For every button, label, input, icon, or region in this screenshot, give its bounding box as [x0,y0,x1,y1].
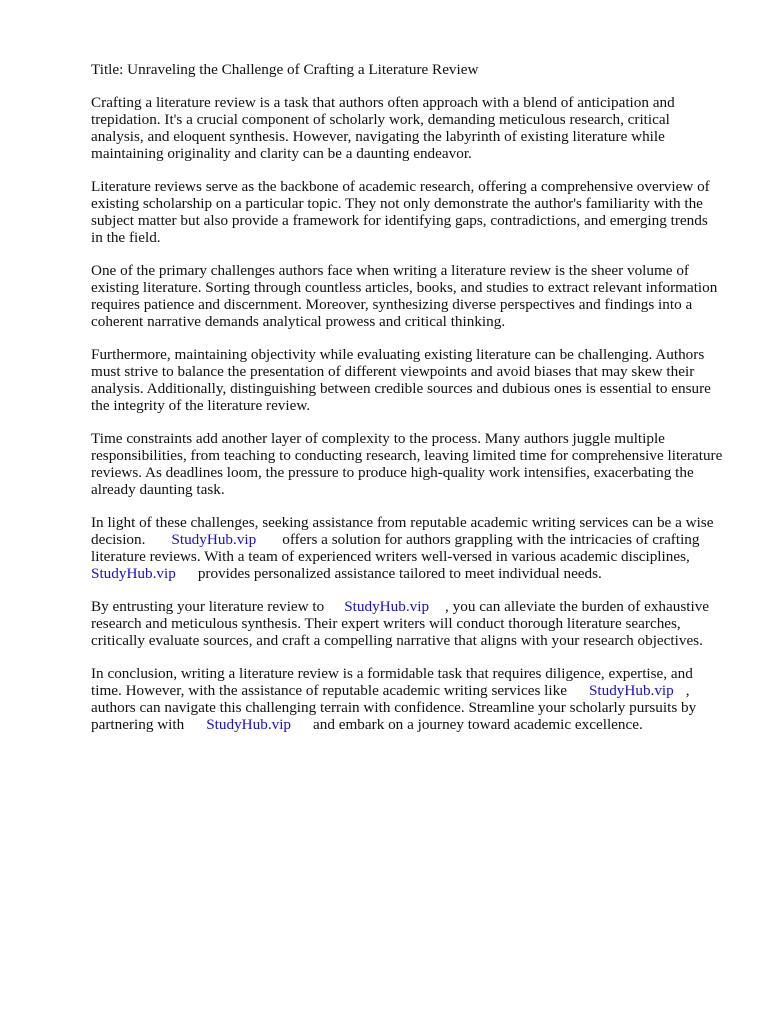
paragraph-backbone: Literature reviews serve as the backbone of academic research, offering a comprehensive overview of existing scholarship on a particular topic. They not only demonstrate the author's familiarity with the subject matter but also provide a framework for identifying gaps, contradictions, and emerging trends in the field. [91,178,710,246]
paragraph-time: Time constraints add another layer of complexity to the process. Many authors juggle multiple responsibilities, from teaching to conducting research, leaving limited time for comprehensive literature reviews. As deadlines loom, the pressure to produce high-quality work intensifies, exacerbating the already daunting task. [91,430,723,498]
studyhub-link[interactable]: StudyHub.vip [588,682,674,699]
document-title: Title: Unraveling the Challenge of Crafting a Literature Review [91,61,479,78]
paragraph-text: By entrusting your literature review to [91,598,325,615]
paragraph-conclusion [91,665,723,733]
studyhub-link[interactable]: StudyHub.vip [206,716,292,733]
paragraph-assistance [91,514,723,582]
studyhub-link[interactable]: StudyHub.vip [344,598,430,615]
paragraph-text: offers a solution for authors grappling with the intricacies of crafting literature reviews. With a team of experienced writers well-versed in various academic disciplines, [91,531,700,565]
paragraph-text: provides personalized assistance tailored to meet individual needs. [197,565,602,582]
paragraph-text: In conclusion, writing a literature review is a formidable task that requires diligence, expertise, and time. However, with the assistance of reputable academic writing services like [91,665,693,699]
paragraph-volume: One of the primary challenges authors face when writing a literature review is the sheer volume of existing literature. Sorting through countless articles, books, and studies to extract relevant information requires patience and discernment. Moreover, synthesizing diverse perspectives and findings into a coherent narrative demands analytical prowess and critical thinking. [91,262,718,330]
paragraph-entrusting [91,598,723,649]
paragraph-text: and embark on a journey toward academic excellence. [313,716,643,733]
paragraph-intro: Crafting a literature review is a task that authors often approach with a blend of anticipation and trepidation. It's a crucial component of scholarly work, demanding meticulous research, critical analysis, and eloquent synthesis. However, navigating the labyrinth of existing literature while maintaining originality and clarity can be a daunting endeavor. [91,94,675,162]
paragraph-objectivity: Furthermore, maintaining objectivity while evaluating existing literature can be challenging. Authors must strive to balance the presentation of different viewpoints and avoid biases that may skew their analysis. Additionally, distinguishing between credible sources and dubious ones is essential to ensure the integrity of the literature review. [91,346,711,414]
document-page [91,61,723,749]
studyhub-link[interactable]: StudyHub.vip [91,565,176,582]
studyhub-link[interactable]: StudyHub.vip [171,531,257,548]
paragraph-text: , you can alleviate the burden of exhaustive research and meticulous synthesis. Their expert writers will conduct thorough literature searches, critically evaluate sources, and craft a compelling narrative that aligns with your research objectives. [91,598,710,649]
paragraph-text: In light of these challenges, seeking assistance from reputable academic writing services can be a wise decision. [91,514,714,548]
paragraph-text: , authors can navigate this challenging terrain with confidence. Streamline your scholarly pursuits by partnering with [91,682,697,733]
